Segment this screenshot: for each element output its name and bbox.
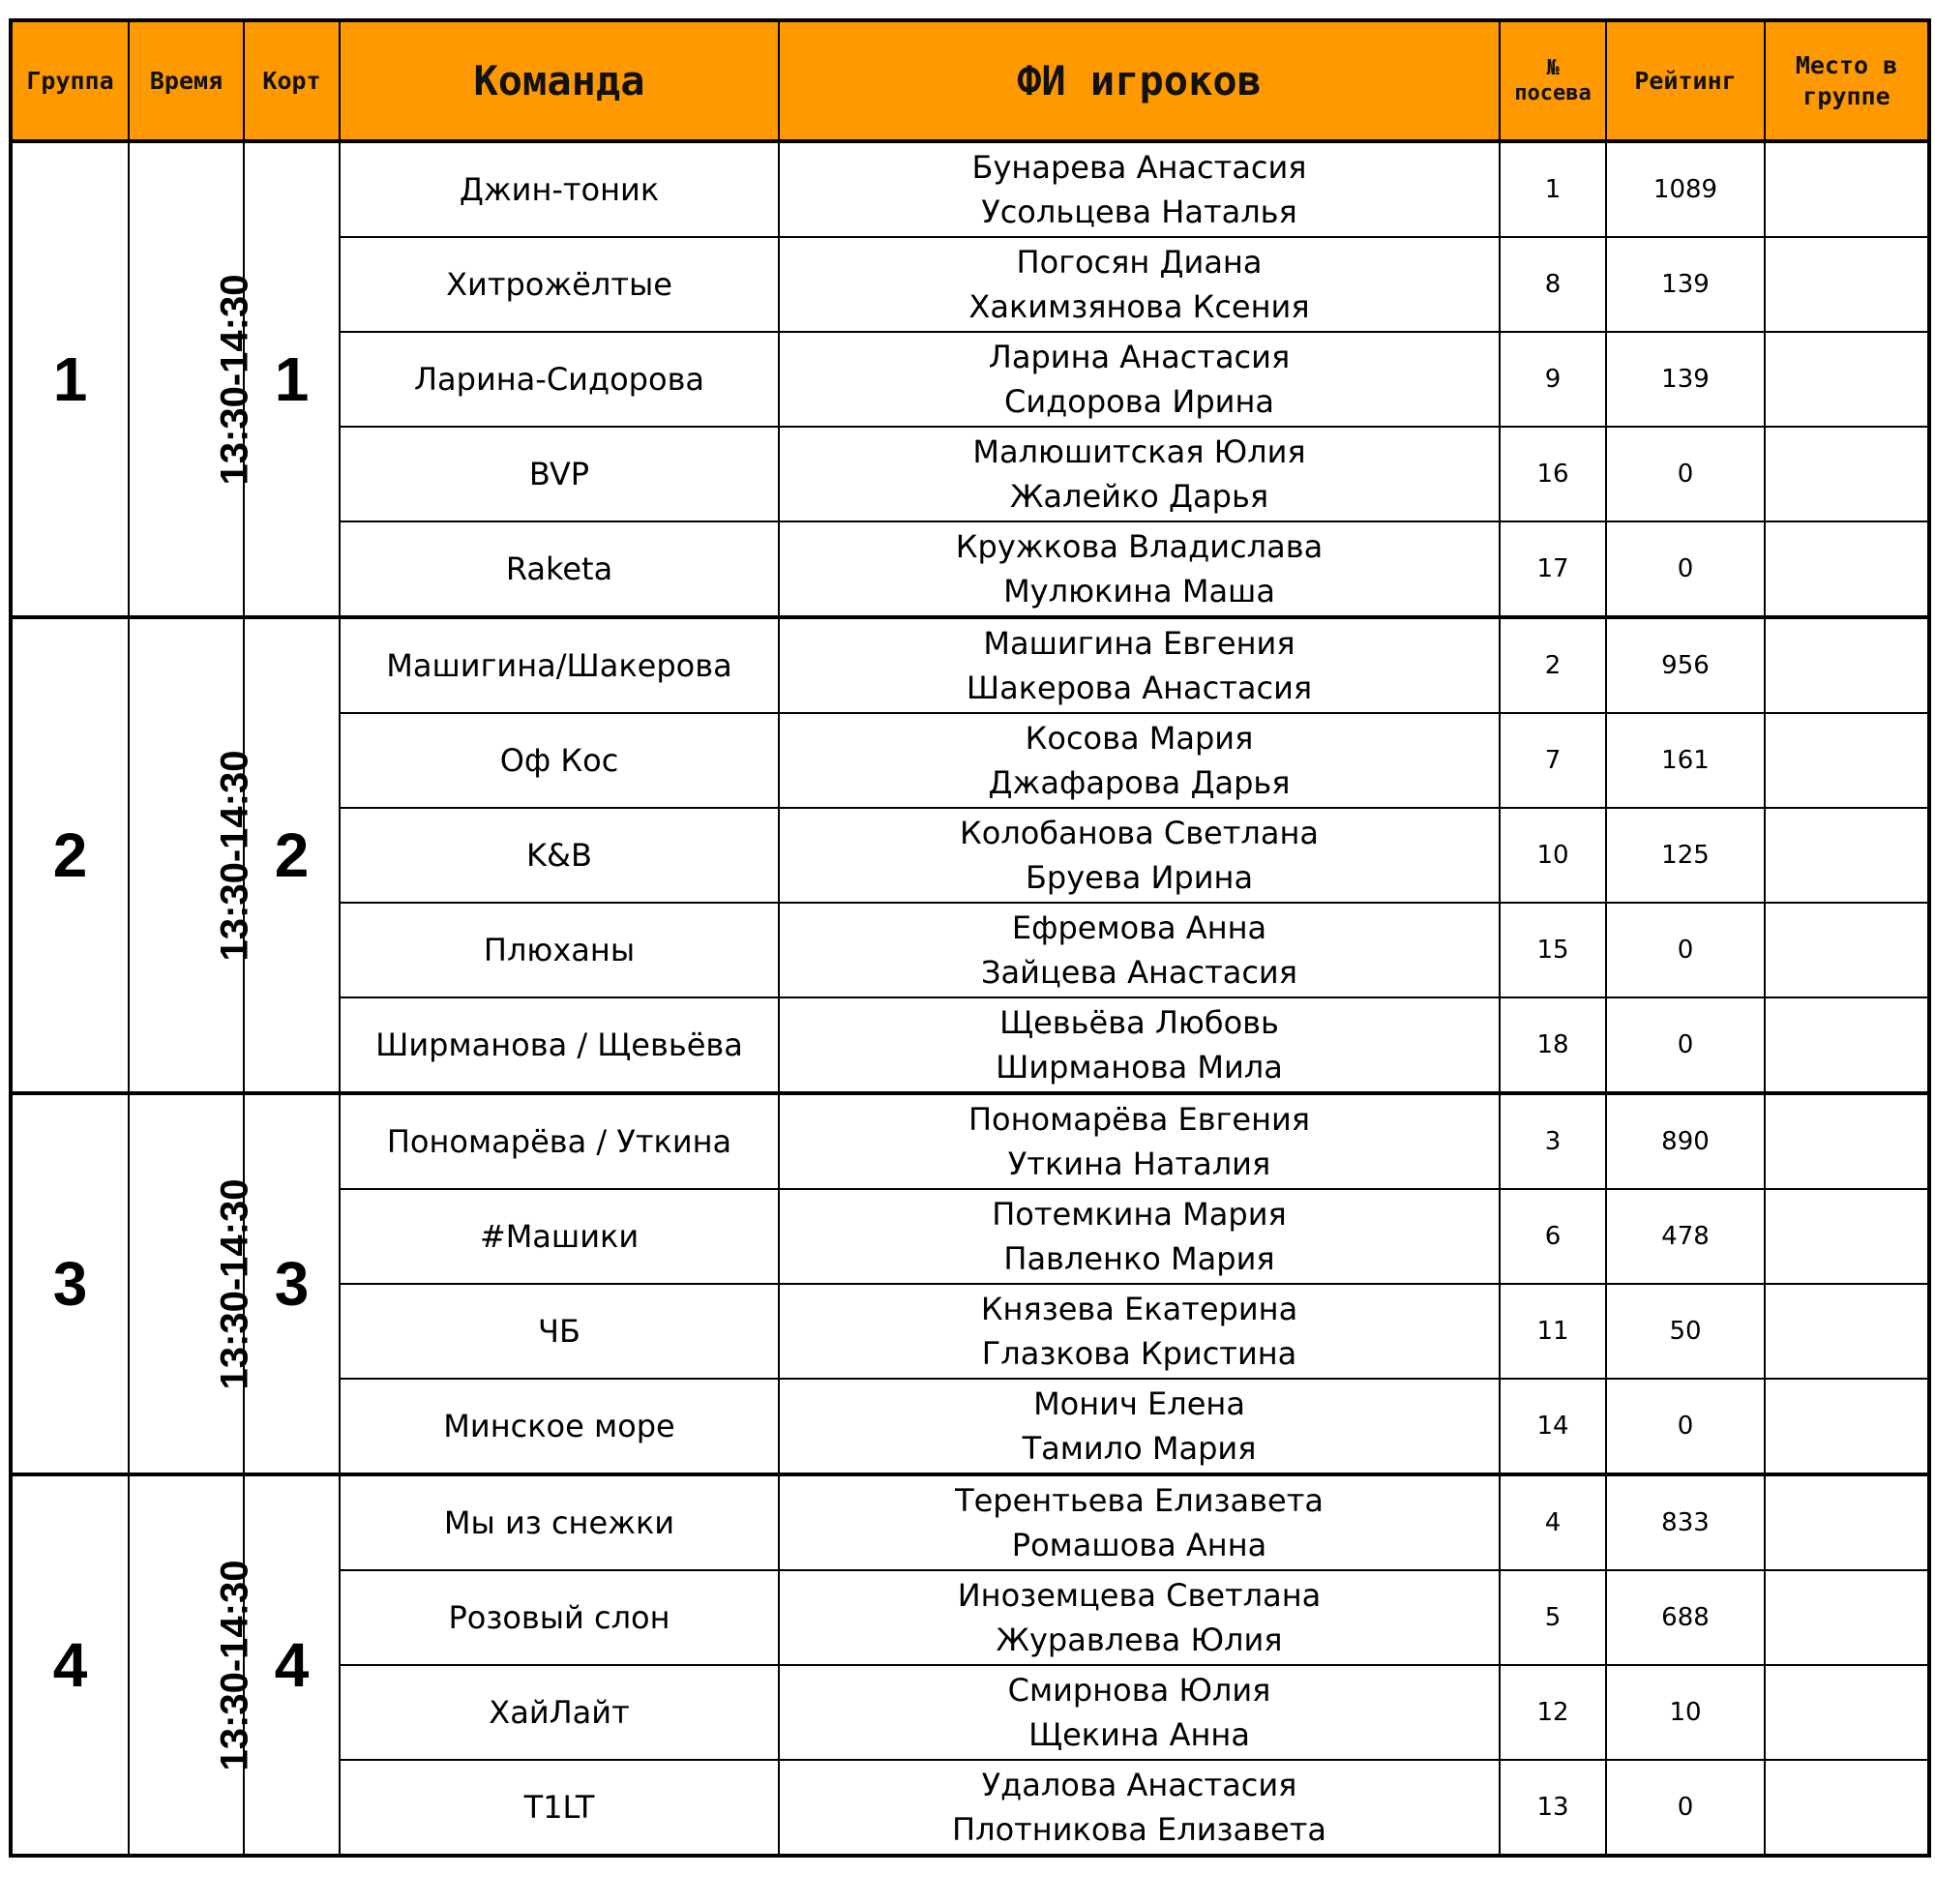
place-cell bbox=[1765, 1760, 1929, 1856]
player-name: Колобанова Светлана bbox=[960, 815, 1319, 851]
players-cell bbox=[779, 1760, 1500, 1856]
players-cell bbox=[779, 332, 1500, 427]
players-cell bbox=[779, 1474, 1500, 1570]
team-name-cell: Ларина-Сидорова bbox=[340, 332, 779, 427]
player-name: Монич Елена bbox=[1033, 1385, 1245, 1422]
player-name: Жалейко Дарья bbox=[1009, 478, 1269, 515]
header-team: Команда bbox=[340, 20, 779, 141]
seed-cell: 7 bbox=[1500, 713, 1606, 808]
rating-cell: 0 bbox=[1606, 427, 1765, 521]
place-cell bbox=[1765, 1474, 1929, 1570]
schedule-table-wrapper bbox=[9, 18, 1927, 1858]
player-name: Щекина Анна bbox=[1028, 1716, 1250, 1753]
place-cell bbox=[1765, 1284, 1929, 1379]
seed-cell: 9 bbox=[1500, 332, 1606, 427]
team-name-cell: Минское море bbox=[340, 1379, 779, 1474]
player-name: Машигина Евгения bbox=[983, 625, 1295, 662]
player-name: Пономарёва Евгения bbox=[968, 1101, 1311, 1138]
header-court: Корт bbox=[244, 20, 340, 141]
player-name: Удалова Анастасия bbox=[981, 1767, 1297, 1803]
place-cell bbox=[1765, 903, 1929, 997]
place-cell bbox=[1765, 1665, 1929, 1760]
seed-cell: 15 bbox=[1500, 903, 1606, 997]
header-players: ФИ игроков bbox=[779, 20, 1500, 141]
team-name-cell: ЧБ bbox=[340, 1284, 779, 1379]
time-cell bbox=[129, 1474, 256, 1856]
time-label: 13:30-14:30 bbox=[213, 1178, 256, 1389]
player-name: Князева Екатерина bbox=[980, 1291, 1298, 1327]
player-name: Малюшитская Юлия bbox=[972, 433, 1306, 470]
place-cell bbox=[1765, 1093, 1929, 1189]
seed-cell: 8 bbox=[1500, 237, 1606, 332]
table-body bbox=[11, 141, 1929, 1856]
rating-cell: 890 bbox=[1606, 1093, 1765, 1189]
place-cell bbox=[1765, 1570, 1929, 1665]
rating-cell: 50 bbox=[1606, 1284, 1765, 1379]
place-cell bbox=[1765, 332, 1929, 427]
time-label: 13:30-14:30 bbox=[213, 750, 256, 961]
player-name: Журавлева Юлия bbox=[996, 1621, 1283, 1658]
player-name: Джафарова Дарья bbox=[988, 764, 1291, 801]
header-row bbox=[11, 20, 1929, 141]
seed-cell: 3 bbox=[1500, 1093, 1606, 1189]
court-number-cell: 3 bbox=[244, 1093, 340, 1474]
group-number-cell: 2 bbox=[11, 617, 129, 1093]
table-row bbox=[11, 1474, 1929, 1570]
player-name: Потемкина Мария bbox=[992, 1196, 1287, 1233]
players-cell bbox=[779, 1093, 1500, 1189]
rating-cell: 161 bbox=[1606, 713, 1765, 808]
players-cell bbox=[779, 1570, 1500, 1665]
team-name-cell: Машигина/Шакерова bbox=[340, 617, 779, 713]
header-place-line2: группе bbox=[1802, 81, 1890, 110]
court-number-cell: 2 bbox=[244, 617, 340, 1093]
team-name-cell: Розовый слон bbox=[340, 1570, 779, 1665]
seed-cell: 12 bbox=[1500, 1665, 1606, 1760]
court-number-cell: 1 bbox=[244, 141, 340, 617]
rating-cell: 10 bbox=[1606, 1665, 1765, 1760]
place-cell bbox=[1765, 1379, 1929, 1474]
court-number-cell: 4 bbox=[244, 1474, 340, 1856]
team-name-cell: Raketa bbox=[340, 521, 779, 617]
place-cell bbox=[1765, 237, 1929, 332]
seed-cell: 2 bbox=[1500, 617, 1606, 713]
group-number-cell: 3 bbox=[11, 1093, 129, 1474]
player-name: Косова Мария bbox=[1025, 720, 1254, 757]
rating-cell: 0 bbox=[1606, 1760, 1765, 1856]
place-cell bbox=[1765, 713, 1929, 808]
header-place bbox=[1765, 20, 1929, 141]
place-cell bbox=[1765, 427, 1929, 521]
rating-cell: 139 bbox=[1606, 332, 1765, 427]
seed-cell: 16 bbox=[1500, 427, 1606, 521]
players-cell bbox=[779, 237, 1500, 332]
team-name-cell: Джин-тоник bbox=[340, 141, 779, 237]
player-name: Шакерова Анастасия bbox=[966, 669, 1313, 706]
team-name-cell: Оф Кос bbox=[340, 713, 779, 808]
players-cell bbox=[779, 521, 1500, 617]
players-cell bbox=[779, 997, 1500, 1093]
rating-cell: 956 bbox=[1606, 617, 1765, 713]
group-number-cell: 1 bbox=[11, 141, 129, 617]
player-name: Бруева Ирина bbox=[1025, 859, 1254, 896]
rating-cell: 0 bbox=[1606, 521, 1765, 617]
team-name-cell: K&B bbox=[340, 808, 779, 903]
header-time: Время bbox=[129, 20, 244, 141]
player-name: Ефремова Анна bbox=[1011, 909, 1267, 946]
rating-cell: 0 bbox=[1606, 903, 1765, 997]
table-row bbox=[11, 1093, 1929, 1189]
header-group: Группа bbox=[11, 20, 129, 141]
time-cell bbox=[129, 1093, 256, 1474]
team-name-cell: #Машики bbox=[340, 1189, 779, 1284]
player-name: Смирнова Юлия bbox=[1007, 1672, 1271, 1709]
player-name: Глазкова Кристина bbox=[981, 1335, 1297, 1372]
players-cell bbox=[779, 1284, 1500, 1379]
time-cell bbox=[129, 617, 256, 1093]
rating-cell: 688 bbox=[1606, 1570, 1765, 1665]
team-name-cell: Пономарёва / Уткина bbox=[340, 1093, 779, 1189]
table-row bbox=[11, 617, 1929, 713]
players-cell bbox=[779, 1379, 1500, 1474]
player-name: Ларина Анастасия bbox=[988, 339, 1291, 375]
players-cell bbox=[779, 713, 1500, 808]
player-name: Сидорова Ирина bbox=[1004, 383, 1274, 420]
team-name-cell: Ширманова / Щевьёва bbox=[340, 997, 779, 1093]
seed-cell: 14 bbox=[1500, 1379, 1606, 1474]
header-seed-line1: № bbox=[1546, 56, 1560, 81]
place-cell bbox=[1765, 1189, 1929, 1284]
team-name-cell: Хитрожёлтые bbox=[340, 237, 779, 332]
seed-cell: 10 bbox=[1500, 808, 1606, 903]
player-name: Уткина Наталия bbox=[1007, 1145, 1271, 1182]
player-name: Ромашова Анна bbox=[1011, 1527, 1267, 1563]
player-name: Иноземцева Светлана bbox=[957, 1577, 1322, 1614]
time-label: 13:30-14:30 bbox=[213, 274, 256, 485]
seed-cell: 4 bbox=[1500, 1474, 1606, 1570]
player-name: Кружкова Владислава bbox=[955, 528, 1324, 565]
player-name: Ширманова Мила bbox=[996, 1049, 1283, 1086]
player-name: Терентьева Елизавета bbox=[955, 1482, 1324, 1519]
players-cell bbox=[779, 141, 1500, 237]
time-label: 13:30-14:30 bbox=[213, 1560, 256, 1770]
players-cell bbox=[779, 808, 1500, 903]
group-number-cell: 4 bbox=[11, 1474, 129, 1856]
header-rating: Рейтинг bbox=[1606, 20, 1765, 141]
place-cell bbox=[1765, 141, 1929, 237]
seed-cell: 18 bbox=[1500, 997, 1606, 1093]
seed-cell: 5 bbox=[1500, 1570, 1606, 1665]
rating-cell: 125 bbox=[1606, 808, 1765, 903]
seed-cell: 13 bbox=[1500, 1760, 1606, 1856]
players-cell bbox=[779, 1189, 1500, 1284]
team-name-cell: T1LT bbox=[340, 1760, 779, 1856]
place-cell bbox=[1765, 997, 1929, 1093]
player-name: Хакимзянова Ксения bbox=[968, 288, 1310, 325]
place-cell bbox=[1765, 521, 1929, 617]
place-cell bbox=[1765, 617, 1929, 713]
players-cell bbox=[779, 427, 1500, 521]
team-name-cell: Плюханы bbox=[340, 903, 779, 997]
seed-cell: 11 bbox=[1500, 1284, 1606, 1379]
player-name: Зайцева Анастасия bbox=[981, 954, 1297, 991]
rating-cell: 833 bbox=[1606, 1474, 1765, 1570]
player-name: Бунарева Анастасия bbox=[971, 149, 1307, 186]
seed-cell: 6 bbox=[1500, 1189, 1606, 1284]
player-name: Павленко Мария bbox=[1003, 1240, 1275, 1277]
players-cell bbox=[779, 903, 1500, 997]
header-seed bbox=[1500, 20, 1606, 141]
team-name-cell: Мы из снежки bbox=[340, 1474, 779, 1570]
group-schedule-table bbox=[9, 18, 1931, 1858]
rating-cell: 1089 bbox=[1606, 141, 1765, 237]
team-name-cell: ХайЛайт bbox=[340, 1665, 779, 1760]
seed-cell: 1 bbox=[1500, 141, 1606, 237]
players-cell bbox=[779, 617, 1500, 713]
rating-cell: 478 bbox=[1606, 1189, 1765, 1284]
rating-cell: 0 bbox=[1606, 1379, 1765, 1474]
players-cell bbox=[779, 1665, 1500, 1760]
player-name: Тамило Мария bbox=[1022, 1430, 1257, 1467]
player-name: Усольцева Наталья bbox=[981, 193, 1297, 230]
team-name-cell: BVP bbox=[340, 427, 779, 521]
seed-cell: 17 bbox=[1500, 521, 1606, 617]
rating-cell: 139 bbox=[1606, 237, 1765, 332]
header-place-line1: Место в bbox=[1795, 51, 1898, 80]
table-row bbox=[11, 141, 1929, 237]
header-seed-line2: посева bbox=[1514, 80, 1592, 105]
place-cell bbox=[1765, 808, 1929, 903]
rating-cell: 0 bbox=[1606, 997, 1765, 1093]
player-name: Щевьёва Любовь bbox=[999, 1004, 1279, 1041]
time-cell bbox=[129, 141, 256, 617]
player-name: Погосян Диана bbox=[1016, 244, 1263, 281]
table-header bbox=[11, 20, 1929, 141]
player-name: Плотникова Елизавета bbox=[952, 1811, 1326, 1848]
player-name: Мулюкина Маша bbox=[1003, 573, 1275, 610]
